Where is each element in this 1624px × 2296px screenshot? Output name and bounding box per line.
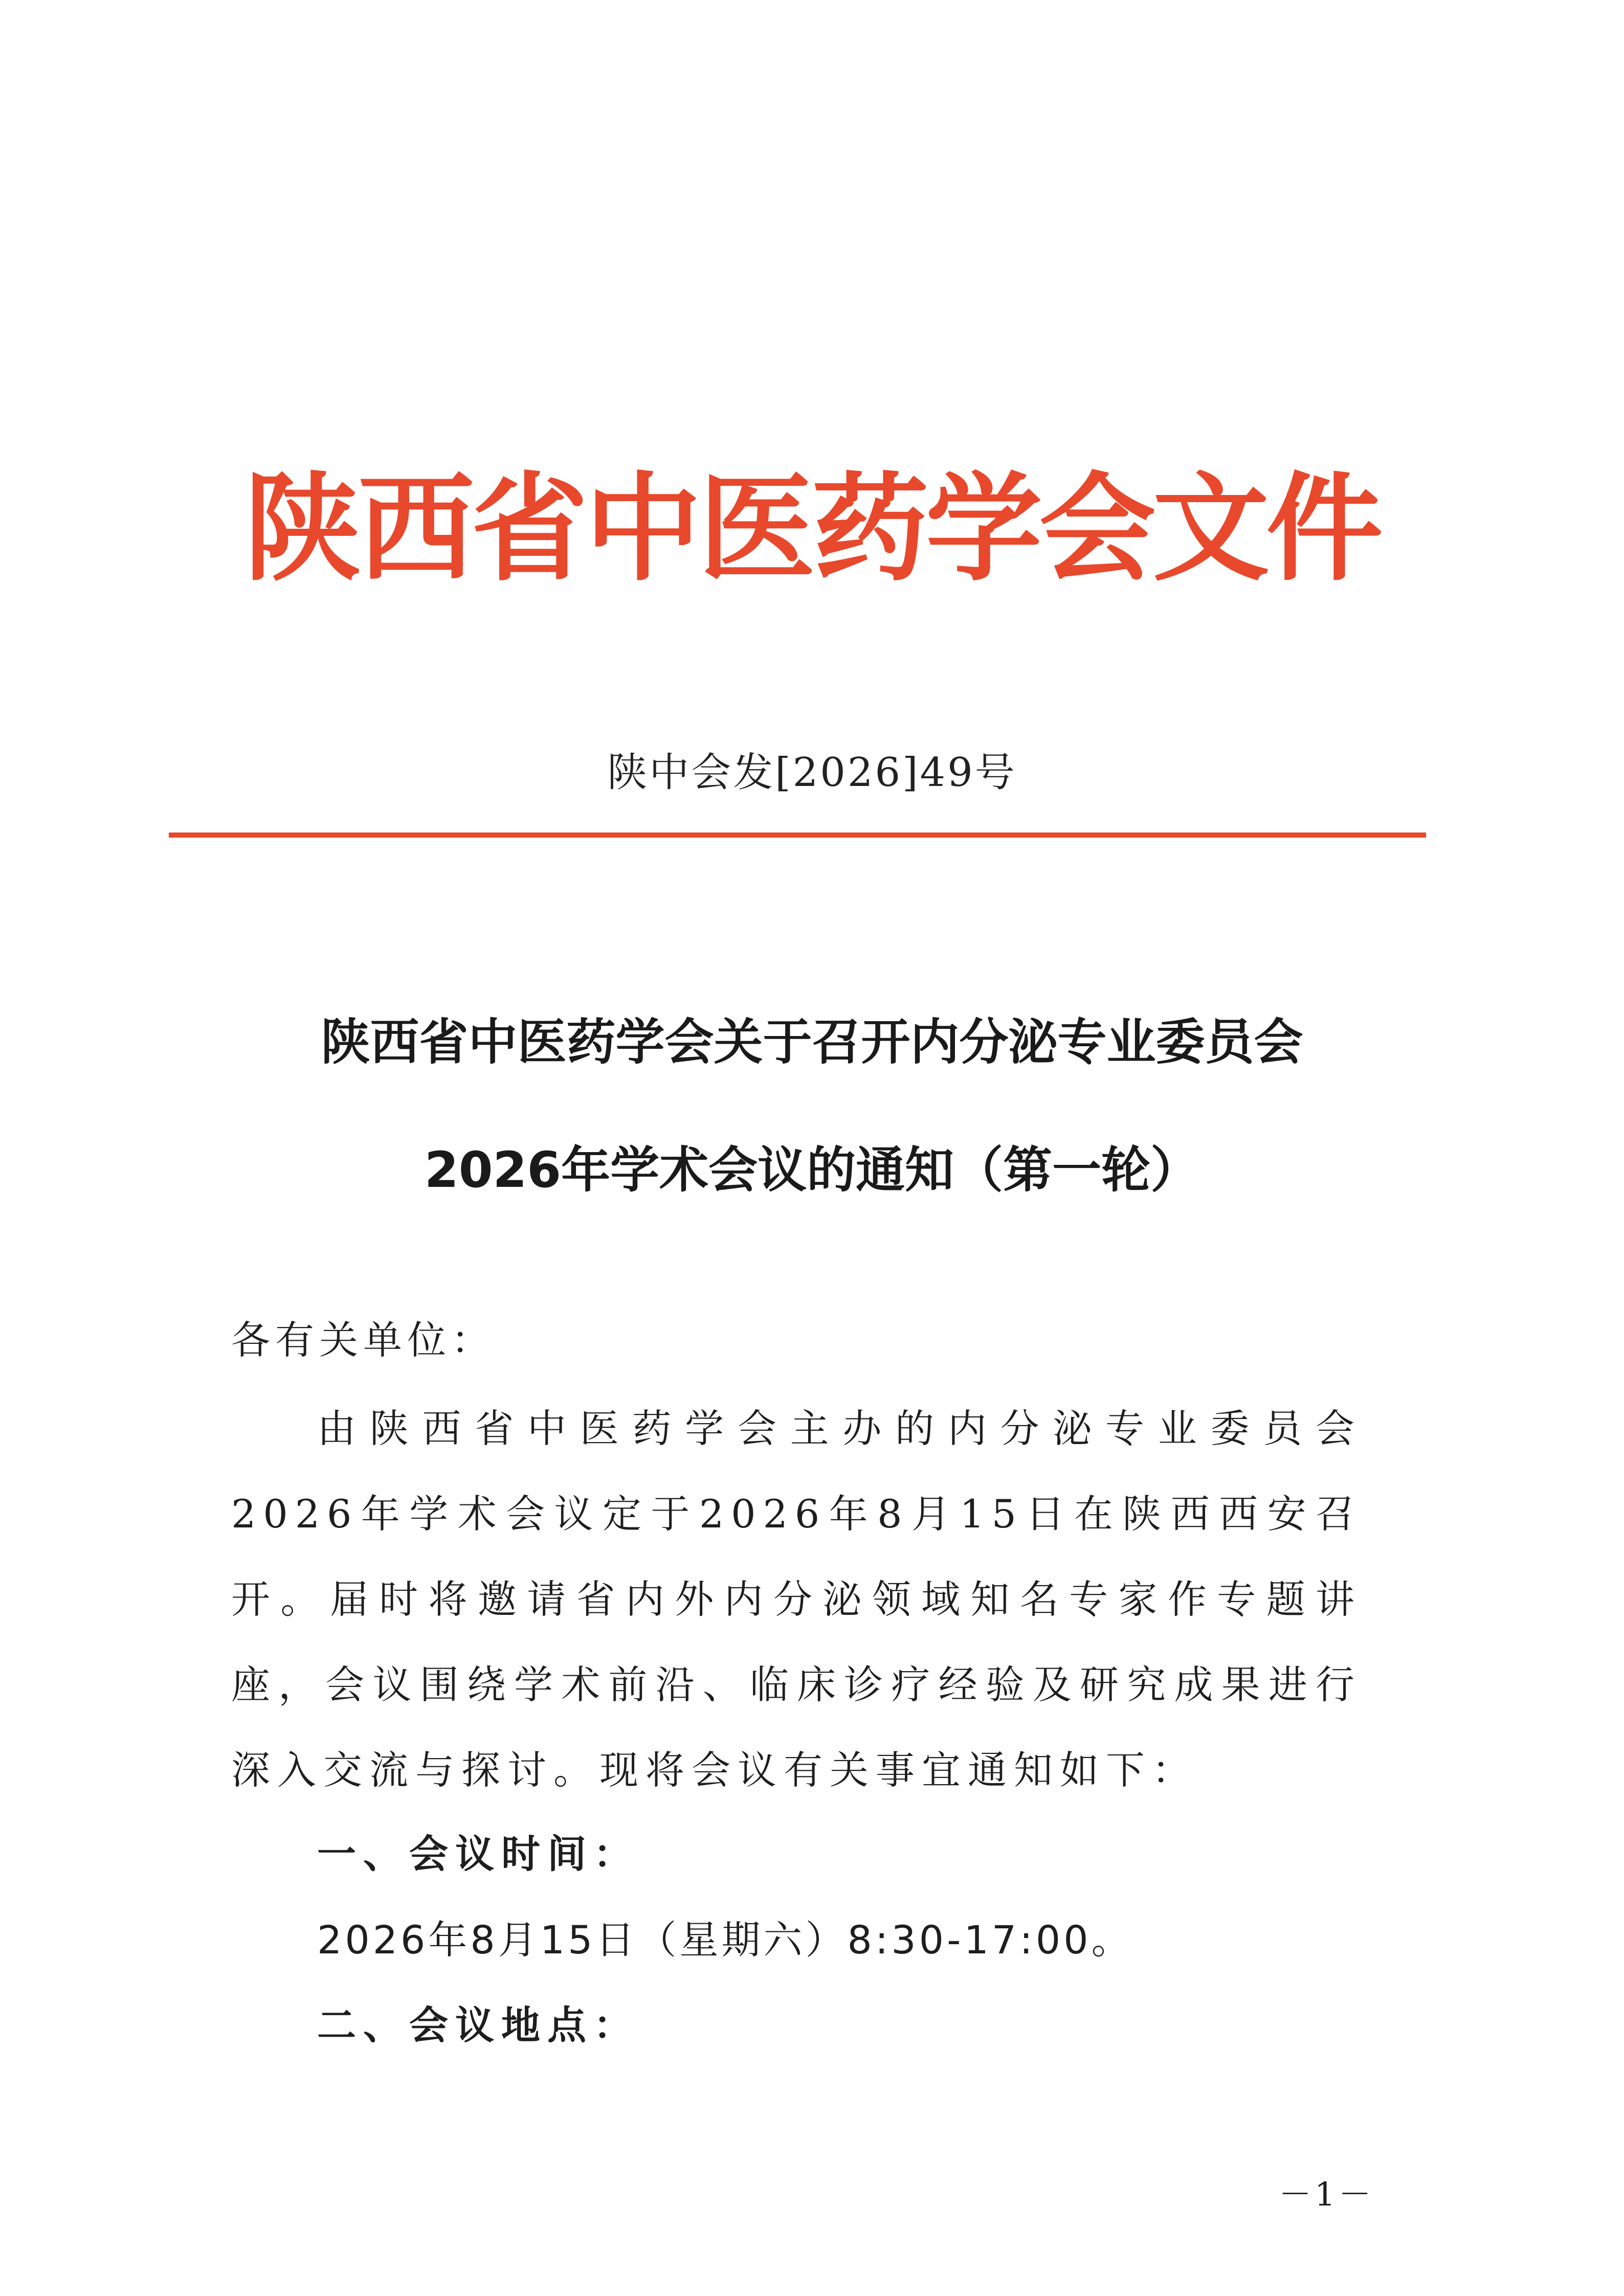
- section-heading-meeting-location: 二、会议地点：: [317, 2002, 639, 2048]
- page-number: －1－: [1279, 2176, 1374, 2214]
- document-masthead: 陕西省中医药学会文件: [244, 461, 1380, 597]
- section-heading-meeting-time: 一、会议时间：: [317, 1831, 639, 1877]
- document-number: 陕中会发[2026]49号: [607, 750, 1017, 796]
- meeting-time-text: 2026年8月15日（星期六）8:30-17:00。: [317, 1917, 1133, 1963]
- notice-title-line-2: 2026年学术会议的通知（第一轮）: [424, 1141, 1200, 1199]
- red-divider-line: [169, 832, 1426, 838]
- salutation: 各有关单位：: [231, 1317, 495, 1363]
- notice-title-line-1: 陕西省中医药学会关于召开内分泌专业委员会: [321, 1014, 1303, 1071]
- intro-paragraph: 由陕西省中医药学会主办的内分泌专业委员会2026年学术会议定于2026年8月15日在陕西西安召开。届时将邀请省内外内分泌领域知名专家作专题讲座，会议围绕学术前沿、临床诊疗经验及研究成果进行深入交流与探讨。现将会议有关事宜通知如下：: [231, 1406, 1362, 1793]
